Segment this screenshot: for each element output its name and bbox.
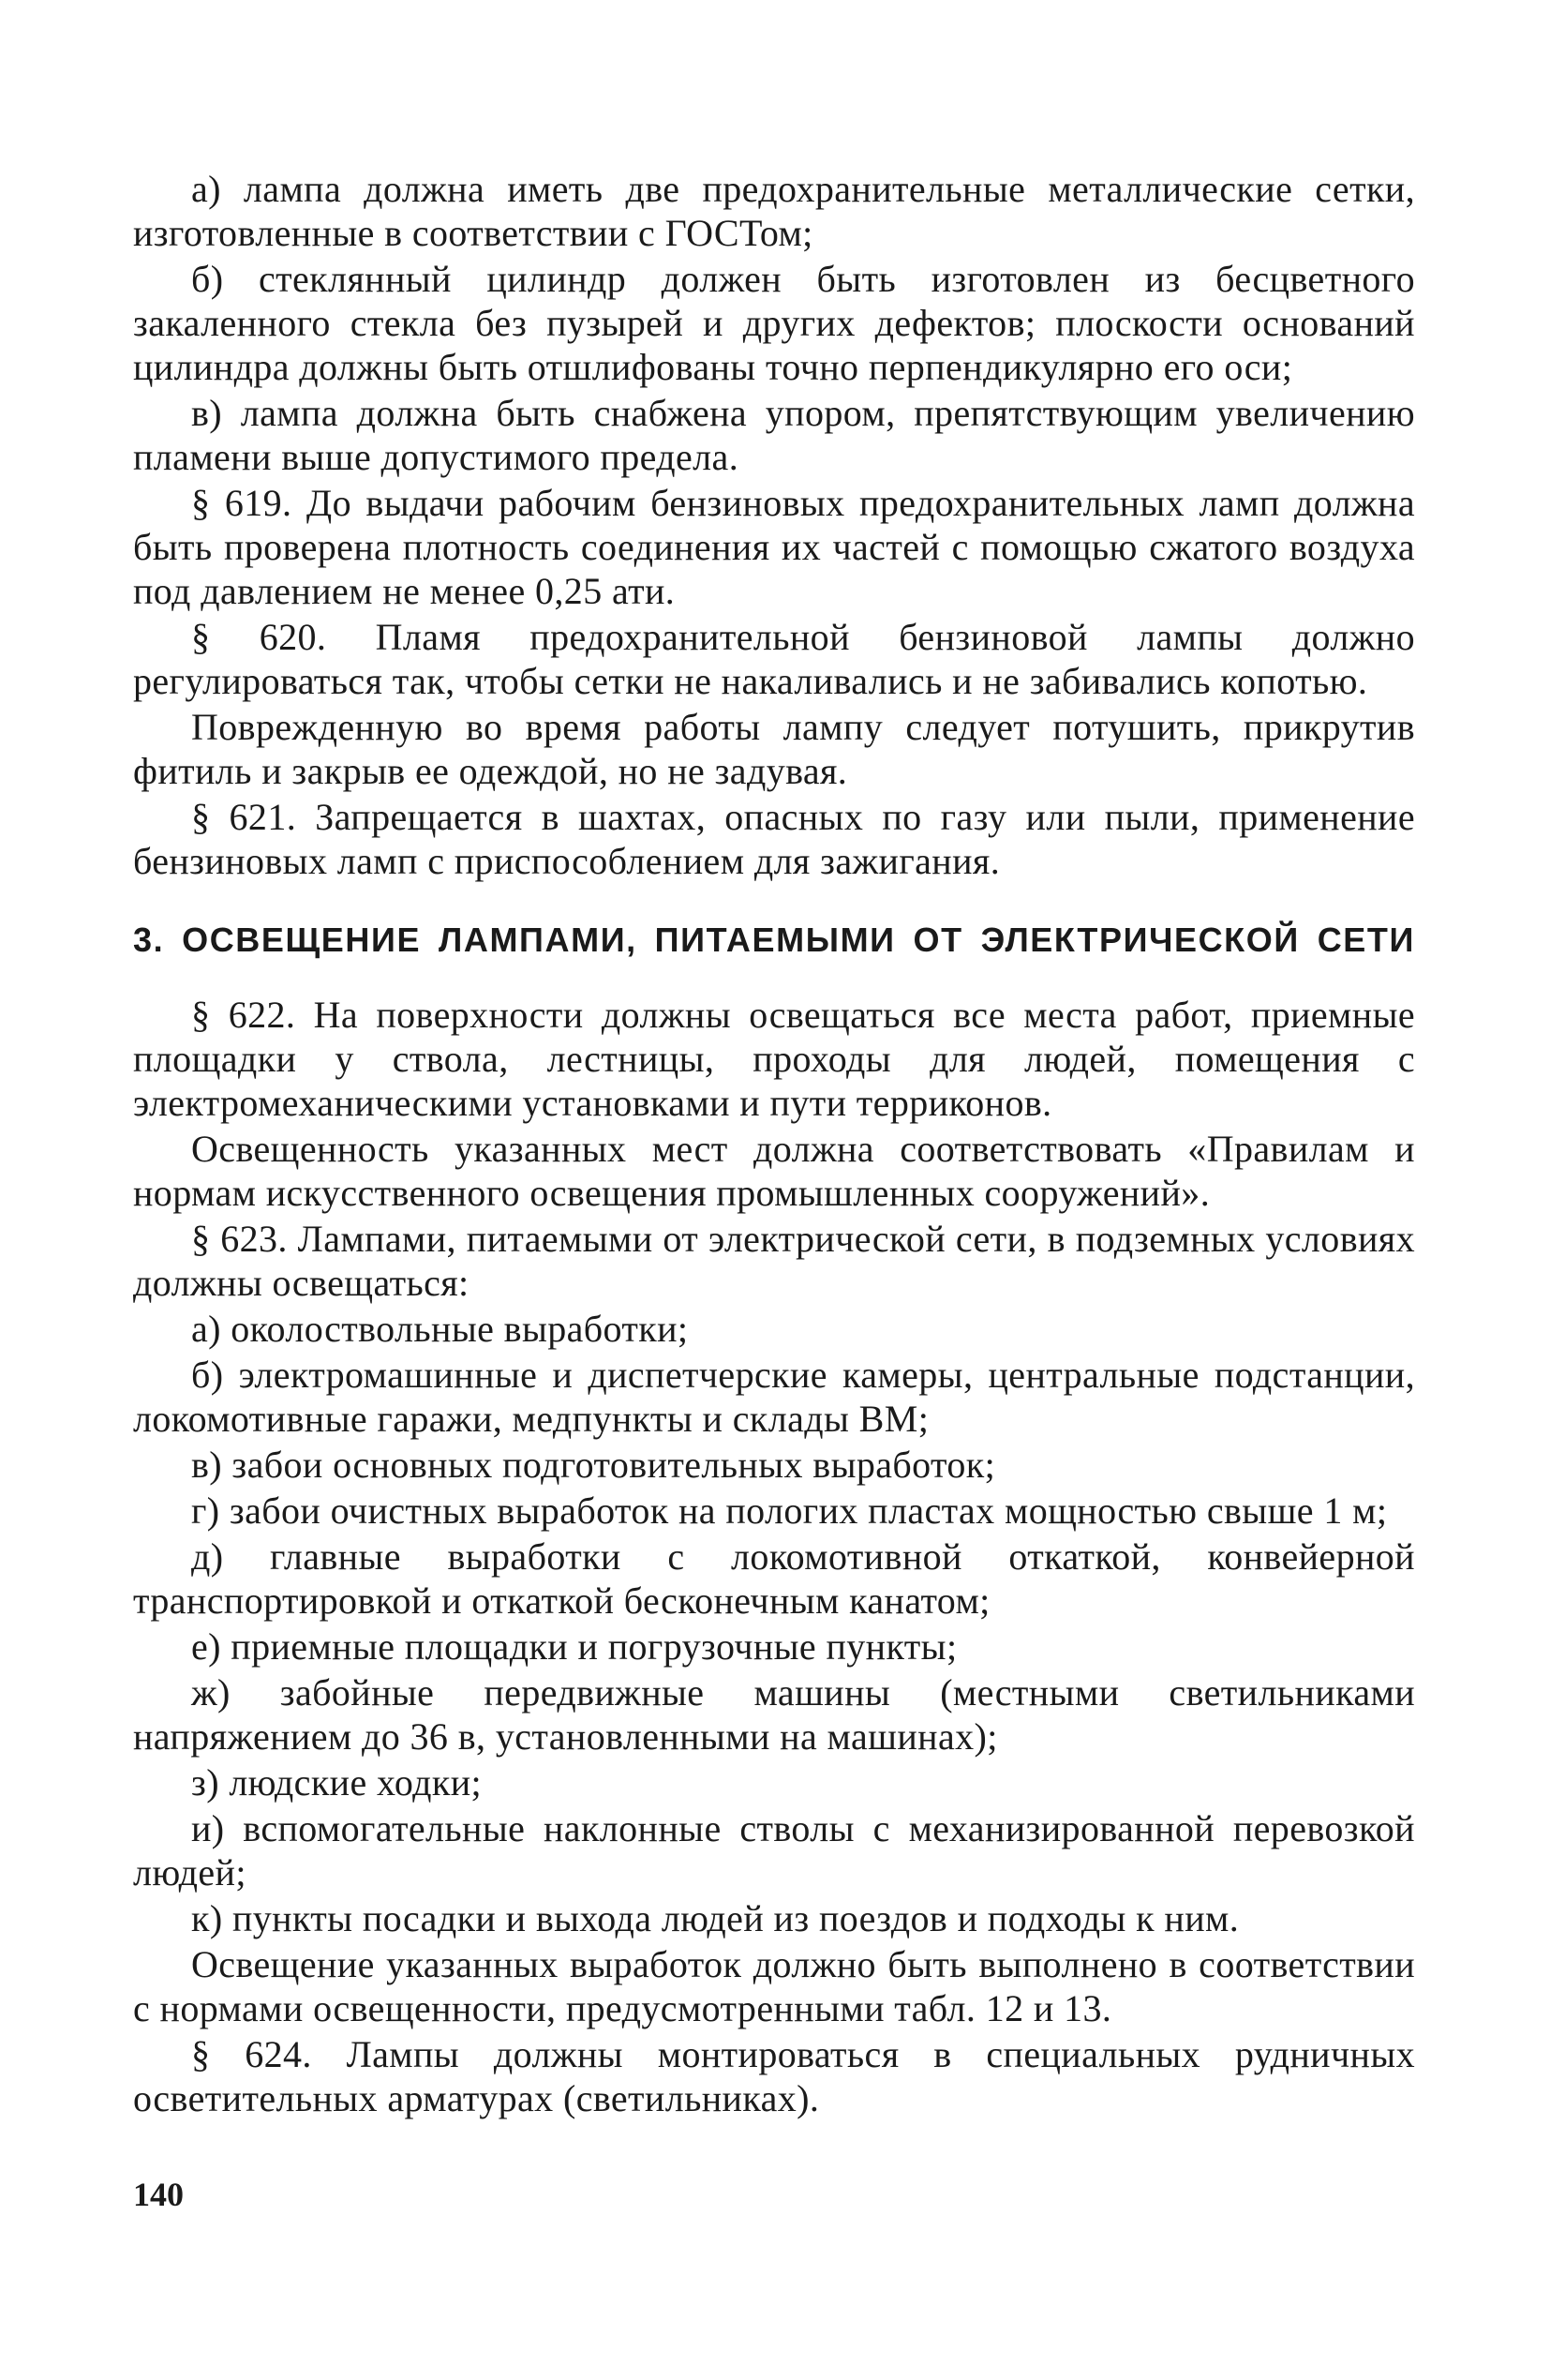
list-item-z: з) людские ходки; (191, 1761, 483, 1804)
paragraph-section-621: § 621. Запрещается в шахтах, опасных по газу или пыли, применение бензиновых ламп с приспособлением для зажигания. (133, 796, 1415, 882)
paragraph-section-624: § 624. Лампы должны монтироваться в специальных рудничных осветительных арматурах (светильниках). (133, 2033, 1415, 2119)
paragraph-section-623: § 623. Лампами, питаемыми от электрической сети, в подземных условиях должны освещаться: (133, 1218, 1415, 1304)
list-item-a: а) околоствольные выработки; (191, 1308, 689, 1350)
paragraph-damaged-lamp: Поврежденную во время работы лампу следует потушить, прикрутив фитиль и закрыв ее одеждой, но не задувая. (133, 706, 1415, 792)
paragraph-lighting-norms: Освещение указанных выработок должно быть выполнено в соответствии с нормами освещенности, предусмотренными табл. 12 и 13. (133, 1943, 1415, 2029)
paragraph-section-619: § 619. До выдачи рабочим бензиновых предохранительных ламп должна быть проверена плотность соединения их частей с помощью сжатого воздуха под давлением не менее 0,25 ати. (133, 482, 1415, 612)
list-item-g: г) забои очистных выработок на пологих пластах мощностью свыше 1 м; (191, 1489, 1388, 1532)
paragraph-item-b: б) стеклянный цилиндр должен быть изготовлен из бесцветного закаленного стекла без пузырей и других дефектов; плоскости оснований цилиндра должны быть отшлифованы точно перпендикулярно его оси; (133, 258, 1415, 388)
list-item-i: и) вспомогательные наклонные стволы с механизированной перевозкой людей; (133, 1807, 1415, 1894)
paragraph-section-620: § 620. Пламя предохранительной бензиновой лампы должно регулироваться так, чтобы сетки не накаливались и не забивались копотью. (133, 616, 1415, 702)
list-item-b: б) электромашинные и диспетчерские камеры, центральные подстанции, локомотивные гаражи, медпункты и склады ВМ; (133, 1354, 1415, 1440)
list-item-zh: ж) забойные передвижные машины (местными светильниками напряжением до 36 в, установленными на машинах); (133, 1671, 1415, 1758)
page-body (133, 167, 1415, 2122)
section-heading: 3. ОСВЕЩЕНИЕ ЛАМПАМИ, ПИТАЕМЫМИ ОТ ЭЛЕКТРИЧЕСКОЙ СЕТИ (133, 921, 1415, 959)
list-item-e: е) приемные площадки и погрузочные пункты; (191, 1625, 958, 1668)
paragraph-item-v: в) лампа должна быть снабжена упором, препятствующим увеличению пламени выше допустимого предела. (133, 392, 1415, 478)
paragraph-item-a: а) лампа должна иметь две предохранительные металлические сетки, изготовленные в соответствии с ГОСТом; (133, 168, 1415, 254)
list-item-k: к) пункты посадки и выхода людей из поездов и подходы к ним. (191, 1897, 1240, 1939)
list-item-v: в) забои основных подготовительных выработок; (191, 1444, 996, 1486)
paragraph-section-622: § 622. На поверхности должны освещаться все места работ, приемные площадки у ствола, лестницы, проходы для людей, помещения с электромеханическими установками и пути терриконов. (133, 994, 1415, 1124)
page-number: 140 (133, 2176, 184, 2213)
list-item-d: д) главные выработки с локомотивной откаткой, конвейерной транспортировкой и откаткой бесконечным канатом; (133, 1535, 1415, 1622)
paragraph-illumination-rules: Освещенность указанных мест должна соответствовать «Правилам и нормам искусственного освещения промышленных сооружений». (133, 1128, 1415, 1214)
